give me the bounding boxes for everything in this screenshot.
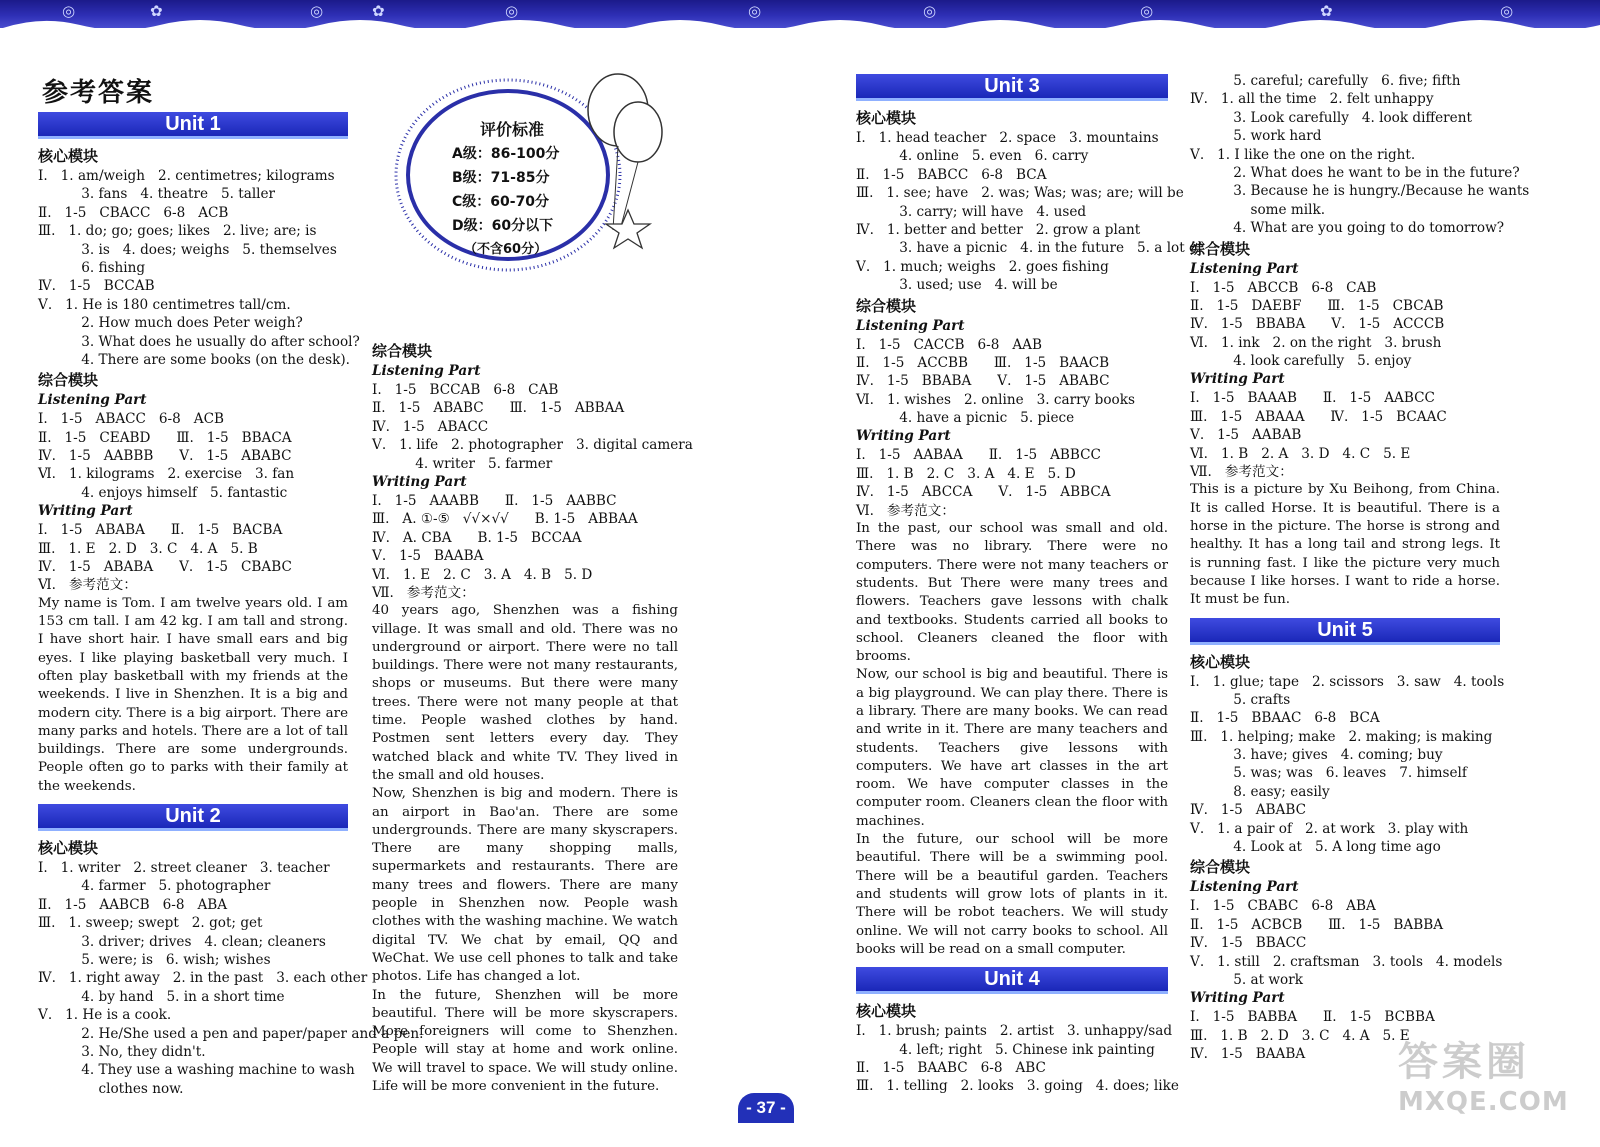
swirl-icon: ◎ xyxy=(923,2,937,20)
answer-line: Ⅰ. 1-5 AAABB Ⅱ. 1-5 AABBC xyxy=(372,492,617,509)
unit-3-writing-answers xyxy=(856,446,1168,520)
answer-line: Ⅱ. 1-5 AABCB 6-8 ABA xyxy=(38,896,228,913)
answer-line: Ⅴ. 1-5 AABAB xyxy=(1190,427,1302,444)
flower-icon: ✿ xyxy=(1320,2,1333,20)
answer-line: 5. at work xyxy=(1190,971,1303,988)
answer-line: Ⅱ. 1-5 DAEBF Ⅲ. 1-5 CBCAB xyxy=(1190,297,1444,314)
unit-5-comprehensive-heading: 综合模块 xyxy=(1190,858,1251,877)
answer-line: 2. How much does Peter weigh? xyxy=(38,315,303,332)
answer-line: 4. have a picnic 5. piece xyxy=(856,410,1075,427)
answer-line: Ⅳ. 1-5 BBACC xyxy=(1190,935,1307,952)
answer-line: Ⅰ. 1. brush; paints 2. artist 3. unhappy/sad xyxy=(856,1023,1173,1040)
answer-line: 4. There are some books (on the desk). xyxy=(38,351,350,368)
watermark-url: MXQE.COM xyxy=(1398,1087,1569,1117)
answer-line: 5. careful; carefully 6. five; fifth xyxy=(1190,73,1461,89)
evaluation-title: 评价标准 xyxy=(479,120,544,139)
answer-line: Ⅵ. 1. kilograms 2. exercise 3. fan xyxy=(38,466,295,483)
unit-1-header: Unit 1 xyxy=(38,112,348,139)
answer-line: Ⅲ. A. ①-⑤ √√×√√ B. 1-5 ABBAA xyxy=(372,511,638,528)
answer-line: Ⅱ. 1-5 BBAAC 6-8 BCA xyxy=(1190,710,1380,727)
evaluation-standards xyxy=(452,118,572,262)
grade-d-note: （不含60分） xyxy=(464,242,548,257)
answer-line: Ⅰ. 1. writer 2. street cleaner 3. teacher xyxy=(38,860,330,877)
answer-line: Ⅴ. 1. much; weighs 2. goes fishing xyxy=(856,258,1109,275)
swirl-icon: ◎ xyxy=(1140,2,1154,20)
answer-line: 4. Look at 5. A long time ago xyxy=(1190,839,1441,856)
unit-3-core-answers xyxy=(856,129,1203,295)
unit-5-listening-answers xyxy=(1190,897,1503,989)
answer-line: 4. by hand 5. in a short time xyxy=(38,988,285,1005)
answer-line: Ⅳ. 1-5 ABABC xyxy=(1190,802,1306,819)
answer-line: 3. have; gives 4. coming; buy xyxy=(1190,747,1443,764)
answer-line: Ⅰ. 1. am/weigh 2. centimetres; kilograms xyxy=(38,168,335,184)
answer-line: 4. writer 5. farmer xyxy=(372,455,553,472)
answer-line: 3. used; use 4. will be xyxy=(856,277,1058,294)
answer-line: Ⅵ. 参考范文： xyxy=(38,577,137,594)
answer-line: Ⅲ. 1. E 2. D 3. C 4. A 5. B xyxy=(38,540,258,557)
essay-paragraph: In the future, Shenzhen will be more beautiful. There will be more skyscrapers. More foreigners will come to Shenzhen. People will stay at home and work online. We will travel to space. We will study online. Life will be more convenient in the future. xyxy=(372,987,678,1095)
answer-line: 2. What does he want to be in the future? xyxy=(1190,164,1520,181)
answer-line: 4. They use a washing machine to wash xyxy=(38,1062,355,1079)
answer-line: Ⅵ. 1. B 2. A 3. D 4. C 5. E xyxy=(1190,445,1411,462)
answer-line: Ⅳ. 1-5 BAABA xyxy=(1190,1046,1306,1063)
answer-line: Ⅱ. 1-5 CEABD Ⅲ. 1-5 BBACA xyxy=(38,429,292,446)
answer-line: Ⅴ. 1. a pair of 2. at work 3. play with xyxy=(1190,820,1469,837)
answer-line: 4. enjoys himself 5. fantastic xyxy=(38,484,288,501)
top-banner xyxy=(0,0,1600,28)
answer-line: Ⅶ. 参考范文： xyxy=(1190,464,1293,481)
unit-2-essay xyxy=(372,602,678,1096)
answer-line: Ⅰ. 1-5 ABACC 6-8 ACB xyxy=(38,411,224,428)
unit-3-comprehensive-heading: 综合模块 xyxy=(856,296,917,315)
essay-paragraph: Now, Shenzhen is big and modern. There is an airport in Bao'an. There are some undergrounds. There are many skyscrapers. There are many shopping malls, supermarkets and restaurants. There are many trees and flowers. There are many people in Shenzhen now. People wash clothes with the washing machine. We watch digital TV. We chat by email, QQ and WeChat. We use cell phones to talk and take photos. Life has changed a lot. xyxy=(372,786,678,985)
unit-4-comprehensive-heading: 综合模块 xyxy=(1190,239,1251,258)
answer-line: 8. easy; easily xyxy=(1190,783,1330,800)
answer-line: Ⅲ. 1. B 2. D 3. C 4. A 5. E xyxy=(1190,1027,1410,1044)
answer-line: Ⅴ. 1. still 2. craftsman 3. tools 4. models xyxy=(1190,953,1503,970)
unit-1-writing-heading: Writing Part xyxy=(38,503,133,520)
answer-line: Ⅳ. 1-5 BBABA Ⅴ. 1-5 ABABC xyxy=(856,373,1110,390)
answer-line: Ⅰ. 1. head teacher 2. space 3. mountains xyxy=(856,130,1159,146)
answer-line: Ⅳ. A. CBA B. 1-5 BCCAA xyxy=(372,529,582,546)
unit-1-listening-heading: Listening Part xyxy=(38,392,147,409)
answer-line: 6. fishing xyxy=(38,259,146,276)
unit-4-core-heading: 核心模块 xyxy=(856,1002,917,1021)
answer-line: 4. online 5. even 6. carry xyxy=(856,148,1089,165)
answer-line: Ⅵ. 1. wishes 2. online 3. carry books xyxy=(856,391,1135,408)
swirl-icon: ◎ xyxy=(1500,2,1514,20)
unit-5-header: Unit 5 xyxy=(1190,618,1500,645)
answer-line: Ⅰ. 1-5 BABBA Ⅱ. 1-5 BCBBA xyxy=(1190,1009,1435,1026)
grade-d: D级：60分以下 xyxy=(452,218,554,234)
answer-line: Ⅲ. 1. helping; make 2. making; is making xyxy=(1190,728,1493,745)
unit-4-header: Unit 4 xyxy=(856,967,1168,994)
answer-line: 4. What are you going to do tomorrow? xyxy=(1190,220,1505,237)
unit-2-listening-heading: Listening Part xyxy=(372,363,481,379)
answer-line: Ⅵ. 1. ink 2. on the right 3. brush xyxy=(1190,334,1442,351)
unit-3-header: Unit 3 xyxy=(856,74,1168,101)
watermark-text: 答案圈 xyxy=(1398,1039,1530,1085)
unit-2-core-heading: 核心模块 xyxy=(38,839,99,858)
unit-3-core-heading: 核心模块 xyxy=(856,109,917,127)
page-title: 参考答案 xyxy=(42,78,155,108)
answer-line: Ⅰ. 1-5 BCCAB 6-8 CAB xyxy=(372,382,559,398)
column-3 xyxy=(856,70,1203,1096)
unit-2-writing-heading: Writing Part xyxy=(372,473,467,490)
answer-line: 4. left; right 5. Chinese ink painting xyxy=(856,1041,1155,1058)
answer-line: 5. were; is 6. wish; wishes xyxy=(38,952,271,969)
answer-line: Ⅴ. 1. life 2. photographer 3. digital camera xyxy=(372,437,693,454)
answer-line: 2. He/She used a pen and paper/paper and a pen. xyxy=(38,1025,424,1042)
unit-4-core-answers xyxy=(856,1022,1179,1096)
flower-icon: ✿ xyxy=(372,2,385,20)
swirl-icon: ◎ xyxy=(310,2,324,20)
answer-line: Ⅰ. 1-5 CACCB 6-8 AAB xyxy=(856,336,1042,353)
unit-1-comprehensive-heading: 综合模块 xyxy=(38,371,99,390)
answer-line: Ⅱ. 1-5 BAABC 6-8 ABC xyxy=(856,1059,1046,1076)
unit-1-essay: My name is Tom. I am twelve years old. I am 153 cm tall. I am 42 kg. I am tall and strong. I have short hair. I have small ears and big eyes. I like playing basketball very much. I often play basketball with my friends at the weekends. I live in Shenzhen. It is a big and modern city. There is a big airport. There are many parks and hotels. There are a lot of tall buildings. There are some undergrounds. People often go to parks with their family at the weekends. xyxy=(38,595,348,794)
answer-line: 3. driver; drives 4. clean; cleaners xyxy=(38,933,326,950)
answer-line: Ⅳ. 1-5 BBABA Ⅴ. 1-5 ACCCB xyxy=(1190,316,1445,333)
answer-line: Ⅵ. 参考范文： xyxy=(856,502,955,519)
unit-4-writing-answers xyxy=(1190,389,1500,481)
answer-line: Ⅳ. 1. better and better 2. grow a plant xyxy=(856,221,1141,238)
answer-line: Ⅱ. 1-5 BABCC 6-8 BCA xyxy=(856,166,1047,183)
unit-3-listening-answers xyxy=(856,336,1168,428)
answer-line: Ⅳ. 1-5 AABBB Ⅴ. 1-5 ABABC xyxy=(38,448,292,465)
answer-line: Ⅳ. 1-5 ABACC xyxy=(372,418,489,435)
grade-b: B级：71-85分 xyxy=(452,170,550,186)
unit-2-listening-answers xyxy=(372,381,693,473)
grade-a: A级：86-100分 xyxy=(452,146,560,162)
answer-line: 3. Because he is hungry./Because he wants xyxy=(1190,183,1530,200)
unit-4-core-answers-continued xyxy=(1190,72,1530,238)
answer-line: Ⅴ. 1. He is a cook. xyxy=(38,1007,172,1024)
answer-line: Ⅴ. 1-5 BAABA xyxy=(372,548,484,565)
answer-line: Ⅶ. 参考范文： xyxy=(372,584,475,601)
essay-paragraph: In the past, our school was small and old. There was no library. There were no computers. There were not many teachers or students. But There were many trees and flowers. Teachers gave lessons with chalk and textbooks. Students carried all books to school. Cleaners cleaned the floor with brooms. xyxy=(856,521,1168,665)
answer-line: Ⅵ. 1. E 2. C 3. A 4. B 5. D xyxy=(372,566,593,583)
answer-line: 3. fans 4. theatre 5. taller xyxy=(38,186,276,203)
unit-1-writing-answers xyxy=(38,521,348,595)
answer-line: some milk. xyxy=(1190,201,1326,218)
answer-line: Ⅰ. 1-5 BAAAB Ⅱ. 1-5 AABCC xyxy=(1190,390,1435,407)
answer-line: Ⅲ. 1. see; have 2. was; Was; was; are; will be xyxy=(856,185,1184,202)
unit-4-listening-answers xyxy=(1190,279,1500,371)
answer-line: 5. work hard xyxy=(1190,128,1322,145)
watermark xyxy=(1398,1030,1578,1125)
answer-line: Ⅳ. 1. all the time 2. felt unhappy xyxy=(1190,91,1434,108)
answer-line: Ⅰ. 1. glue; tape 2. scissors 3. saw 4. tools xyxy=(1190,673,1505,690)
answer-line: 3. No, they didn't. xyxy=(38,1043,206,1060)
answer-line: Ⅳ. 1-5 ABCCA Ⅴ. 1-5 ABBCA xyxy=(856,484,1111,501)
answer-line: Ⅴ. 1. He is 180 centimetres tall/cm. xyxy=(38,296,291,313)
unit-5-core-heading: 核心模块 xyxy=(1190,652,1251,671)
banner-wave-edge xyxy=(0,15,1600,28)
unit-3-listening-heading: Listening Part xyxy=(856,317,965,334)
answer-line: 4. farmer 5. photographer xyxy=(38,878,271,895)
unit-4-essay: This is a picture by Xu Beihong, from China. It is called Horse. It is beautiful. There is a horse in the picture. The horse is strong and healthy. It has a long tail and strong legs. It is running fast. I like the picture very much because I like horses. I want to ride a horse. It must be fun. xyxy=(1190,482,1500,608)
unit-1-listening-answers xyxy=(38,410,348,502)
answer-line: Ⅲ. 1. B 2. C 3. A 4. E 5. D xyxy=(856,465,1076,482)
answer-line: Ⅱ. 1-5 ACBCB Ⅲ. 1-5 BABBA xyxy=(1190,916,1444,933)
unit-4-listening-heading: Listening Part xyxy=(1190,260,1299,277)
unit-2-writing-answers xyxy=(372,492,678,602)
column-2 xyxy=(372,340,693,1096)
unit-5-core-answers xyxy=(1190,673,1505,857)
swirl-icon: ◎ xyxy=(748,2,762,20)
unit-1-core-heading: 核心模块 xyxy=(38,147,99,165)
answer-line: Ⅱ. 1-5 CBACC 6-8 ACB xyxy=(38,204,229,221)
answer-line: 4. look carefully 5. enjoy xyxy=(1190,353,1412,370)
answer-line: Ⅰ. 1-5 CBABC 6-8 ABA xyxy=(1190,898,1376,915)
unit-1-core-answers xyxy=(38,167,360,369)
answer-line: Ⅳ. 1-5 BCCAB xyxy=(38,278,155,295)
unit-3-writing-heading: Writing Part xyxy=(856,428,951,445)
answer-line: Ⅴ. 1. I like the one on the right. xyxy=(1190,146,1416,163)
answer-line: 3. have a picnic 4. in the future 5. a lot of xyxy=(856,240,1203,257)
swirl-icon: ◎ xyxy=(62,2,76,20)
unit-4-writing-heading: Writing Part xyxy=(1190,371,1285,388)
answer-line: 5. was; was 6. leaves 7. himself xyxy=(1190,765,1467,782)
unit-5-listening-heading: Listening Part xyxy=(1190,879,1299,896)
answer-line: 5. crafts xyxy=(1190,691,1291,708)
answer-line: Ⅲ. 1. sweep; swept 2. got; get xyxy=(38,915,263,932)
answer-line: 3. carry; will have 4. used xyxy=(856,203,1087,220)
unit-2-header: Unit 2 xyxy=(38,804,348,831)
answer-line: 3. is 4. does; weighs 5. themselves xyxy=(38,241,337,258)
grade-c: C级：60-70分 xyxy=(452,194,550,210)
answer-line: Ⅰ. 1-5 ABCCB 6-8 CAB xyxy=(1190,279,1377,296)
unit-5-writing-heading: Writing Part xyxy=(1190,990,1285,1007)
answer-line: Ⅱ. 1-5 ACCBB Ⅲ. 1-5 BAACB xyxy=(856,354,1110,371)
answer-line: clothes now. xyxy=(38,1080,184,1097)
answer-line: Ⅲ. 1-5 ABAAA Ⅳ. 1-5 BCAAC xyxy=(1190,408,1447,425)
essay-paragraph: In the future, our school will be more beautiful. There will be a swimming pool. There will be a beautiful garden. Teachers and students will grow lots of plants in it. There will be robot teachers. We will study online. We will not carry books to school. All books will be read on a small computer. xyxy=(856,832,1168,957)
answer-line: Ⅳ. 1. right away 2. in the past 3. each other xyxy=(38,970,368,987)
essay-paragraph: Now, our school is big and beautiful. There is a big playground. We can play there. There is a library. There are many books. We can read and write in it. There are many teachers and students. Teachers give lessons with computers. We have art classes in the art room. We have computer classes in the computer room. Cleaners clean the floor with machines. xyxy=(856,667,1168,829)
unit-2-comprehensive-heading: 综合模块 xyxy=(372,342,433,360)
answer-line: Ⅲ. 1. do; go; goes; likes 2. live; are; is xyxy=(38,223,317,240)
essay-paragraph: 40 years ago, Shenzhen was a fishing village. It was small and old. There was no underground or airport. There were no tall buildings. There were not many restaurants, shops or museums. But there were many trees. There were not many people at that time. People washed clothes by hand. Postmen sent letters every day. They watched black and white TV. They lived in the small and old houses. xyxy=(372,603,678,783)
swirl-icon: ◎ xyxy=(505,2,519,20)
answer-line: Ⅲ. 1. telling 2. looks 3. going 4. does; like xyxy=(856,1078,1179,1095)
unit-3-essay xyxy=(856,520,1168,959)
answer-line: Ⅰ. 1-5 ABABA Ⅱ. 1-5 BACBA xyxy=(38,522,283,539)
answer-line: Ⅱ. 1-5 ABABC Ⅲ. 1-5 ABBAA xyxy=(372,400,625,417)
answer-line: 3. Look carefully 4. look different xyxy=(1190,109,1472,126)
answer-line: 3. What does he usually do after school? xyxy=(38,333,360,350)
flower-icon: ✿ xyxy=(150,2,163,20)
page-number: - 37 - xyxy=(738,1093,794,1123)
unit-2-core-answers xyxy=(38,859,424,1098)
answer-line: Ⅳ. 1-5 ABABA Ⅴ. 1-5 CBABC xyxy=(38,559,292,576)
answer-line: Ⅰ. 1-5 AABAA Ⅱ. 1-5 ABBCC xyxy=(856,447,1101,464)
